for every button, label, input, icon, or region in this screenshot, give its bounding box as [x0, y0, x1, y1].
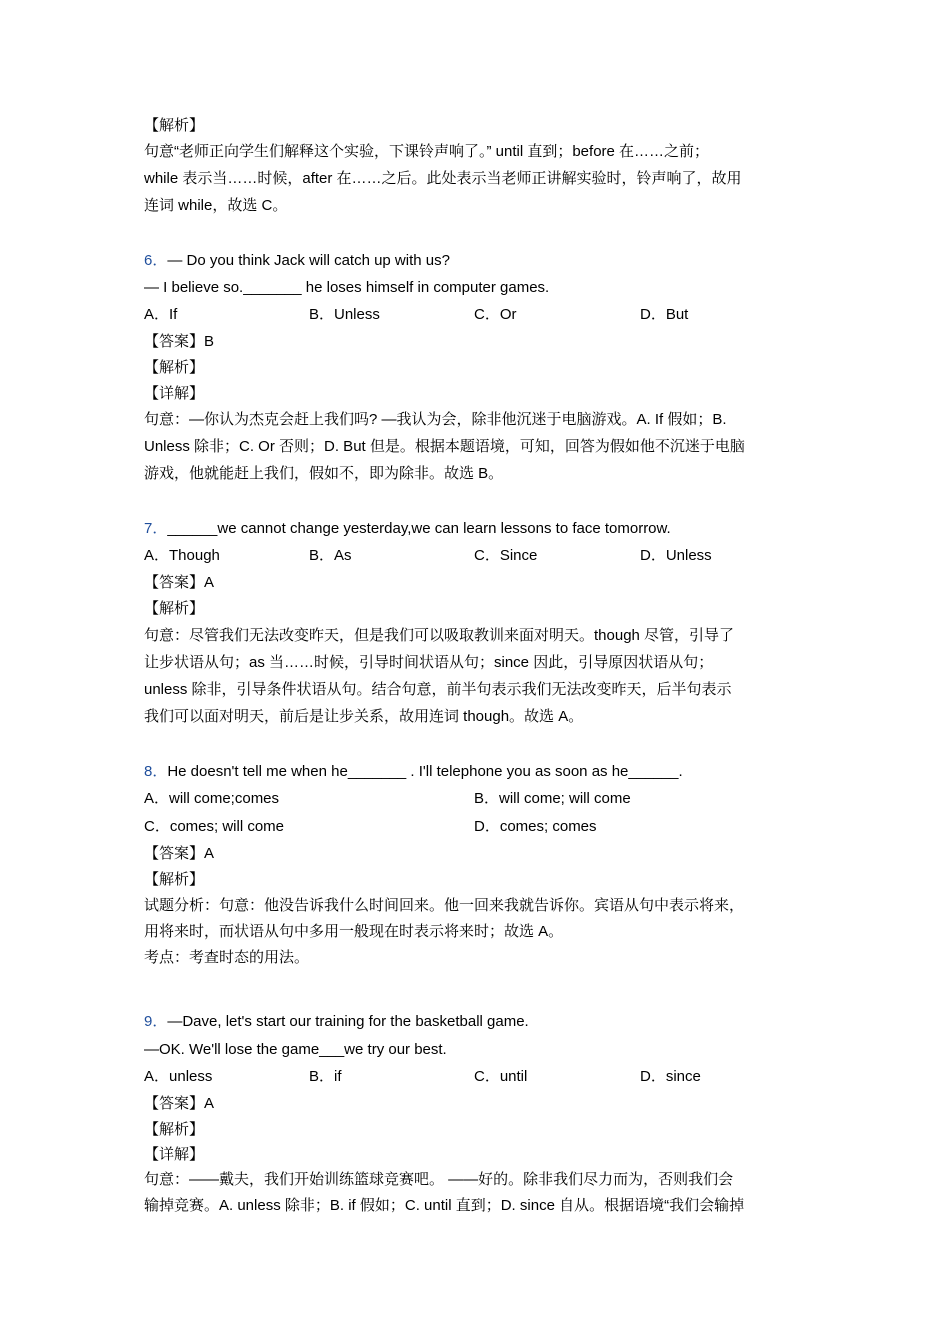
explanation-line: 考点：考查时态的用法。: [144, 949, 310, 966]
option-a: A．If: [144, 306, 178, 323]
option-a: A．Though: [144, 547, 220, 564]
explanation-line: unless 除非，引导条件状语从句。结合句意，前半句表示我们无法改变昨天，后半句表示: [144, 681, 732, 698]
option-b: B．As: [309, 547, 352, 564]
detail-label: 【详解】: [144, 385, 205, 402]
option-d: D．comes; comes: [474, 818, 597, 835]
option-b: B．Unless: [309, 306, 380, 323]
analysis-label: 【解析】: [144, 1121, 205, 1138]
question-stem: 8．He doesn't tell me when he_______ . I'll telephone you as soon as he______.: [144, 763, 683, 780]
question-stem: — I believe so._______ he loses himself in computer games.: [144, 279, 550, 296]
answer-line: 【答案】A: [144, 845, 215, 862]
question-stem: —OK. We'll lose the game___we try our best.: [144, 1041, 447, 1058]
option-d: D．But: [640, 306, 689, 323]
detail-label: 【详解】: [144, 1146, 205, 1163]
explanation-line: 输掉竞赛。A. unless 除非；B. if 假如；C. until 直到；D. since 自从。根据语境“我们会输掉: [144, 1197, 745, 1214]
analysis-line: 句意“老师正向学生们解释这个实验，下课铃声响了。” until 直到；before 在……之前；: [144, 143, 710, 160]
answer-line: 【答案】A: [144, 1095, 215, 1112]
analysis-label: 【解析】: [144, 600, 205, 617]
option-d: D．Unless: [640, 547, 712, 564]
question-stem: 7．______we cannot change yesterday,we can learn lessons to face tomorrow.: [144, 520, 671, 537]
explanation-line: 句意：—你认为杰克会赶上我们吗? —我认为会，除非他沉迷于电脑游戏。A. If 假如；B.: [144, 411, 727, 428]
explanation-line: 游戏，他就能赶上我们，假如不，即为除非。故选 B。: [144, 465, 504, 482]
option-a: A．unless: [144, 1068, 213, 1085]
question-stem: 6．— Do you think Jack will catch up with us?: [144, 252, 450, 269]
question-number: 9．: [144, 1013, 168, 1030]
explanation-line: Unless 除非；C. Or 否则；D. But 但是。根据本题语境，可知，回答为假如他不沉迷于电脑: [144, 438, 745, 455]
option-a: A．will come;comes: [144, 790, 280, 807]
option-d: D．since: [640, 1068, 701, 1085]
explanation-line: 我们可以面对明天，前后是让步关系，故用连词 though。故选 A。: [144, 708, 584, 725]
option-c: C．Since: [474, 547, 538, 564]
explanation-line: 用将来时，而状语从句中多用一般现在时表示将来时；故选 A。: [144, 923, 564, 940]
option-b: B．if: [309, 1068, 342, 1085]
option-c: C．Or: [474, 306, 517, 323]
analysis-line: while 表示当……时候，after 在……之后。此处表示当老师正讲解实验时，铃声响了，故用: [144, 170, 742, 187]
question-stem: 9．—Dave, let's start our training for the basketball game.: [144, 1013, 529, 1030]
answer-line: 【答案】B: [144, 333, 215, 350]
question-number: 8．: [144, 763, 168, 780]
analysis-label: 【解析】: [144, 359, 205, 376]
analysis-label: 【解析】: [144, 871, 205, 888]
explanation-line: 让步状语从句；as 当……时候，引导时间状语从句；since 因此，引导原因状语从句；: [144, 654, 714, 671]
question-number: 7．: [144, 520, 168, 537]
question-number: 6．: [144, 252, 168, 269]
option-c: C．comes; will come: [144, 818, 285, 835]
explanation-line: 试题分析：句意：他没告诉我什么时间回来。他一回来我就告诉你。宾语从句中表示将来，: [144, 897, 745, 914]
explanation-line: 句意：尽管我们无法改变昨天，但是我们可以吸取教训来面对明天。though 尽管，引导了: [144, 627, 735, 644]
answer-line: 【答案】A: [144, 574, 215, 591]
analysis-line: 连词 while，故选 C。: [144, 197, 288, 214]
analysis-label: 【解析】: [144, 117, 205, 134]
option-b: B．will come; will come: [474, 790, 631, 807]
option-c: C．until: [474, 1068, 528, 1085]
explanation-line: 句意：——戴夫，我们开始训练篮球竞赛吧。 ——好的。除非我们尽力而为，否则我们会: [144, 1171, 734, 1188]
